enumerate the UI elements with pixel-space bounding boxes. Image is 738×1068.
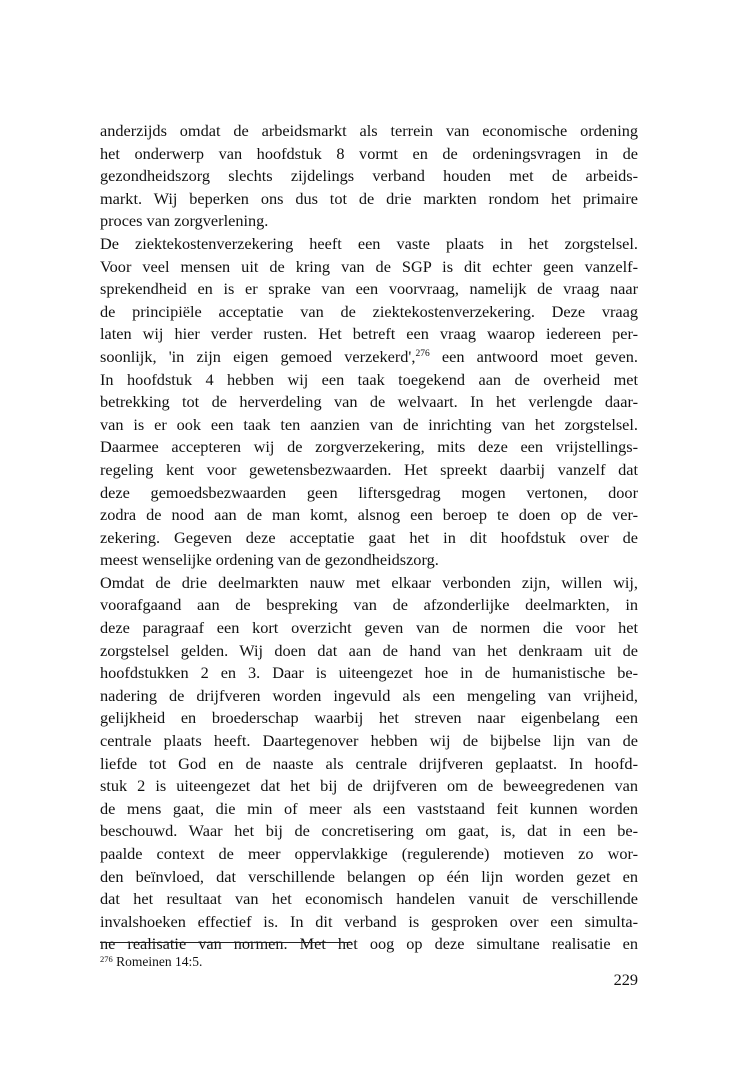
footnote-separator: [100, 942, 352, 943]
body-line: nadering de drijfveren worden ingevuld als een mengeling van vrijheid,: [100, 685, 638, 705]
body-line: markt. Wij beperken ons dus tot de drie markten rondom het primaire: [100, 188, 638, 208]
footnote-number: 276: [100, 954, 113, 964]
body-line: betrekking tot de herverdeling van de welvaart. In het verlengde daar-: [100, 392, 638, 412]
body-line: stuk 2 is uiteengezet dat het bij de drijfveren om de beweegredenen van: [100, 776, 638, 796]
footnote: [100, 953, 202, 971]
body-line-with-footnote-ref: [100, 346, 638, 369]
body-line: ne realisatie van normen. Met het oog op deze simultane realisatie en: [100, 934, 638, 954]
body-line: gezondheidszorg slechts zijdelings verband houden met de arbeids-: [100, 166, 638, 186]
body-line: anderzijds omdat de arbeidsmarkt als terrein van economische ordening: [100, 121, 638, 140]
body-line: hoofdstukken 2 en 3. Daar is uiteengezet hoe in de humanistische be-: [100, 663, 638, 683]
footnote-text: Romeinen 14:5.: [112, 954, 203, 969]
paragraph-end-line: proces van zorgverlening.: [100, 211, 269, 231]
body-line: De ziektekostenverzekering heeft een vaste plaats in het zorgstelsel.: [100, 233, 638, 253]
body-line: deze paragraaf een kort overzicht geven van de normen die voor het: [100, 618, 638, 638]
body-line: zekering. Gegeven deze acceptatie gaat het in dit hoofdstuk over de: [100, 527, 638, 547]
body-line: zodra de nood aan de man komt, alsnog een beroep te doen op de ver-: [100, 505, 638, 525]
body-line: In hoofdstuk 4 hebben wij een taak toegekend aan de overheid met: [100, 369, 638, 389]
body-line: regeling kent voor gewetensbezwaarden. Het spreekt daarbij vanzelf dat: [100, 459, 638, 479]
paragraph-end-line: meest wenselijke ordening van de gezondheidszorg.: [100, 550, 439, 570]
body-line: beschouwd. Waar het bij de concretisering om gaat, is, dat in een be-: [100, 821, 638, 841]
body-line: voorafgaand aan de bespreking van de afzonderlijke deelmarkten, in: [100, 595, 638, 615]
body-line: Daarmee accepteren wij de zorgverzekering, mits deze een vrijstellings-: [100, 437, 638, 457]
body-line: gelijkheid en broederschap waarbij het streven naar eigenbelang een: [100, 708, 638, 728]
body-line: sprekendheid en is er sprake van een voorvraag, namelijk de vraag naar: [100, 279, 638, 299]
body-line: de mens gaat, die min of meer als een vaststaand feit kunnen worden: [100, 798, 638, 818]
body-line: den beïnvloed, dat verschillende belangen op één lijn worden gezet en: [100, 866, 638, 886]
body-text: [100, 120, 638, 956]
footnote-reference[interactable]: 276: [415, 348, 430, 359]
body-line: van is er ook een taak ten aanzien van de inrichting van het zorgstelsel.: [100, 414, 638, 434]
body-line: liefde tot God en de naaste als centrale drijfveren geplaatst. In hoofd-: [100, 753, 638, 773]
page-number: 229: [613, 970, 638, 989]
body-line: paalde context de meer oppervlakkige (regulerende) motieven zo wor-: [100, 844, 638, 863]
body-line: laten wij hier verder rusten. Het betreft een vraag waarop iedereen per-: [100, 324, 638, 344]
body-line: invalshoeken effectief is. In dit verband is gesproken over een simulta-: [100, 911, 638, 931]
line-text-before-ref: soonlijk, 'in zijn eigen gemoed verzekerd',: [100, 346, 416, 366]
body-line: Omdat de drie deelmarkten nauw met elkaar verbonden zijn, willen wij,: [100, 572, 638, 592]
body-line: het onderwerp van hoofdstuk 8 vormt en de ordeningsvragen in de: [100, 143, 638, 163]
body-line: deze gemoedsbezwaarden geen liftersgedrag mogen vertonen, door: [100, 482, 638, 502]
line-text-after-ref: een antwoord moet geven.: [429, 346, 638, 366]
body-line: Voor veel mensen uit de kring van de SGP is dit echter geen vanzelf-: [100, 256, 638, 276]
body-line: de principiële acceptatie van de ziektekostenverzekering. Deze vraag: [100, 301, 638, 321]
body-line: zorgstelsel gelden. Wij doen dat aan de hand van het denkraam uit de: [100, 640, 638, 660]
body-line: centrale plaats heeft. Daartegenover hebben wij de bijbelse lijn van de: [100, 731, 638, 751]
body-line: dat het resultaat van het economisch handelen vanuit de verschillende: [100, 889, 638, 909]
